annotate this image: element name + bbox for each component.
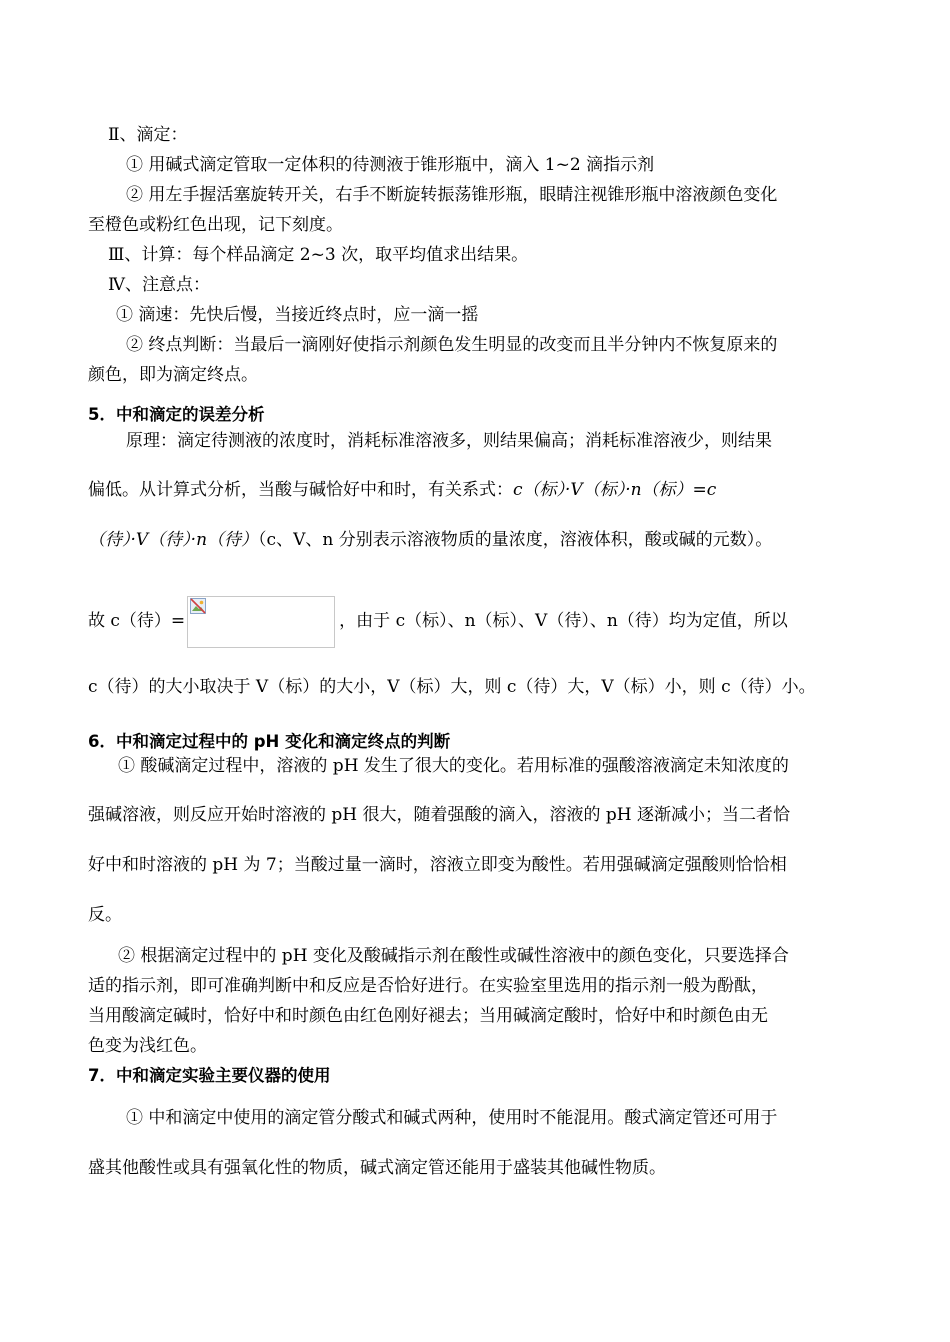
para5-line-4-prefix: 故 c（待）= xyxy=(88,611,186,631)
titration-step-1: ① 用碱式滴定管取一定体积的待测液于锥形瓶中，滴入 1~2 滴指示剂 xyxy=(126,155,655,175)
para5-line-2 xyxy=(88,479,716,501)
heading-5: 5．中和滴定的误差分析 xyxy=(88,405,265,424)
para5-line-2-text: 偏低。从计算式分析，当酸与碱恰好中和时，有关系式： xyxy=(88,480,513,500)
para6b-line-3: 当用酸滴定碱时，恰好中和时颜色由红色刚好褪去；当用碱滴定酸时，恰好中和时颜色由无 xyxy=(88,1006,768,1026)
para6a-line-4: 反。 xyxy=(88,905,122,925)
para6b-line-1: ② 根据滴定过程中的 pH 变化及酸碱指示剂在酸性或碱性溶液中的颜色变化，只要选择合 xyxy=(118,946,789,966)
para6b-line-4: 色变为浅红色。 xyxy=(88,1036,207,1056)
section-calculation: Ⅲ、计算：每个样品滴定 2~3 次，取平均值求出结果。 xyxy=(108,245,529,265)
para6a-line-3: 好中和时溶液的 pH 为 7；当酸过量一滴时，溶液立即变为酸性。若用强碱滴定强酸则恰恰相 xyxy=(88,855,787,875)
para5-line-4 xyxy=(88,595,788,648)
para6b-line-2: 适的指示剂，即可准确判断中和反应是否恰好进行。在实验室里选用的指示剂一般为酚酞， xyxy=(88,976,768,996)
para6a-line-2: 强碱溶液，则反应开始时溶液的 pH 很大，随着强酸的滴入，溶液的 pH 逐渐减小；当二者恰 xyxy=(88,805,791,825)
notes-item-1: ① 滴速：先快后慢，当接近终点时，应一滴一摇 xyxy=(116,305,479,325)
titration-step-2-line-1: ② 用左手握活塞旋转开关，右手不断旋转振荡锥形瓶，眼睛注视锥形瓶中溶液颜色变化 xyxy=(126,185,778,205)
para5-line-4-text: ，由于 c（标）、n（标）、V（待）、n（待）均为定值，所以 xyxy=(339,611,788,631)
para7-line-1: ① 中和滴定中使用的滴定管分酸式和碱式两种，使用时不能混用。酸式滴定管还可用于 xyxy=(126,1108,778,1128)
broken-image-icon xyxy=(190,598,206,614)
notes-item-2-line-2: 颜色，即为滴定终点。 xyxy=(88,365,258,385)
para6a-line-1: ① 酸碱滴定过程中，溶液的 pH 发生了很大的变化。若用标准的强酸溶液滴定未知浓度的 xyxy=(118,756,789,776)
formula-image-placeholder xyxy=(187,596,335,648)
heading-7: 7．中和滴定实验主要仪器的使用 xyxy=(88,1066,331,1085)
para7-line-2: 盛其他酸性或具有强氧化性的物质，碱式滴定管还能用于盛装其他碱性物质。 xyxy=(88,1158,666,1178)
para5-formula-2: （待）·V（待）·n（待） xyxy=(88,530,259,550)
para5-line-3 xyxy=(88,529,772,551)
titration-step-2-line-2: 至橙色或粉红色出现，记下刻度。 xyxy=(88,215,343,235)
para5-formula-1: c（标）·V（标）·n（标）=c xyxy=(513,480,717,500)
heading-6: 6．中和滴定过程中的 pH 变化和滴定终点的判断 xyxy=(88,732,451,751)
para5-line-3-text: （c、V、n 分别表示溶液物质的量浓度，溶液体积，酸或碱的元数）。 xyxy=(258,530,773,550)
section-titration-title: Ⅱ、滴定： xyxy=(108,125,188,145)
para5-line-1: 原理：滴定待测液的浓度时，消耗标准溶液多，则结果偏高；消耗标准溶液少，则结果 xyxy=(126,431,772,451)
notes-item-2-line-1: ② 终点判断：当最后一滴刚好使指示剂颜色发生明显的改变而且半分钟内不恢复原来的 xyxy=(126,335,778,355)
section-notes-title: Ⅳ、注意点： xyxy=(108,275,210,295)
para5-line-5: c（待）的大小取决于 V（标）的大小，V（标）大，则 c（待）大，V（标）小，则 c（待）小。 xyxy=(88,677,816,697)
